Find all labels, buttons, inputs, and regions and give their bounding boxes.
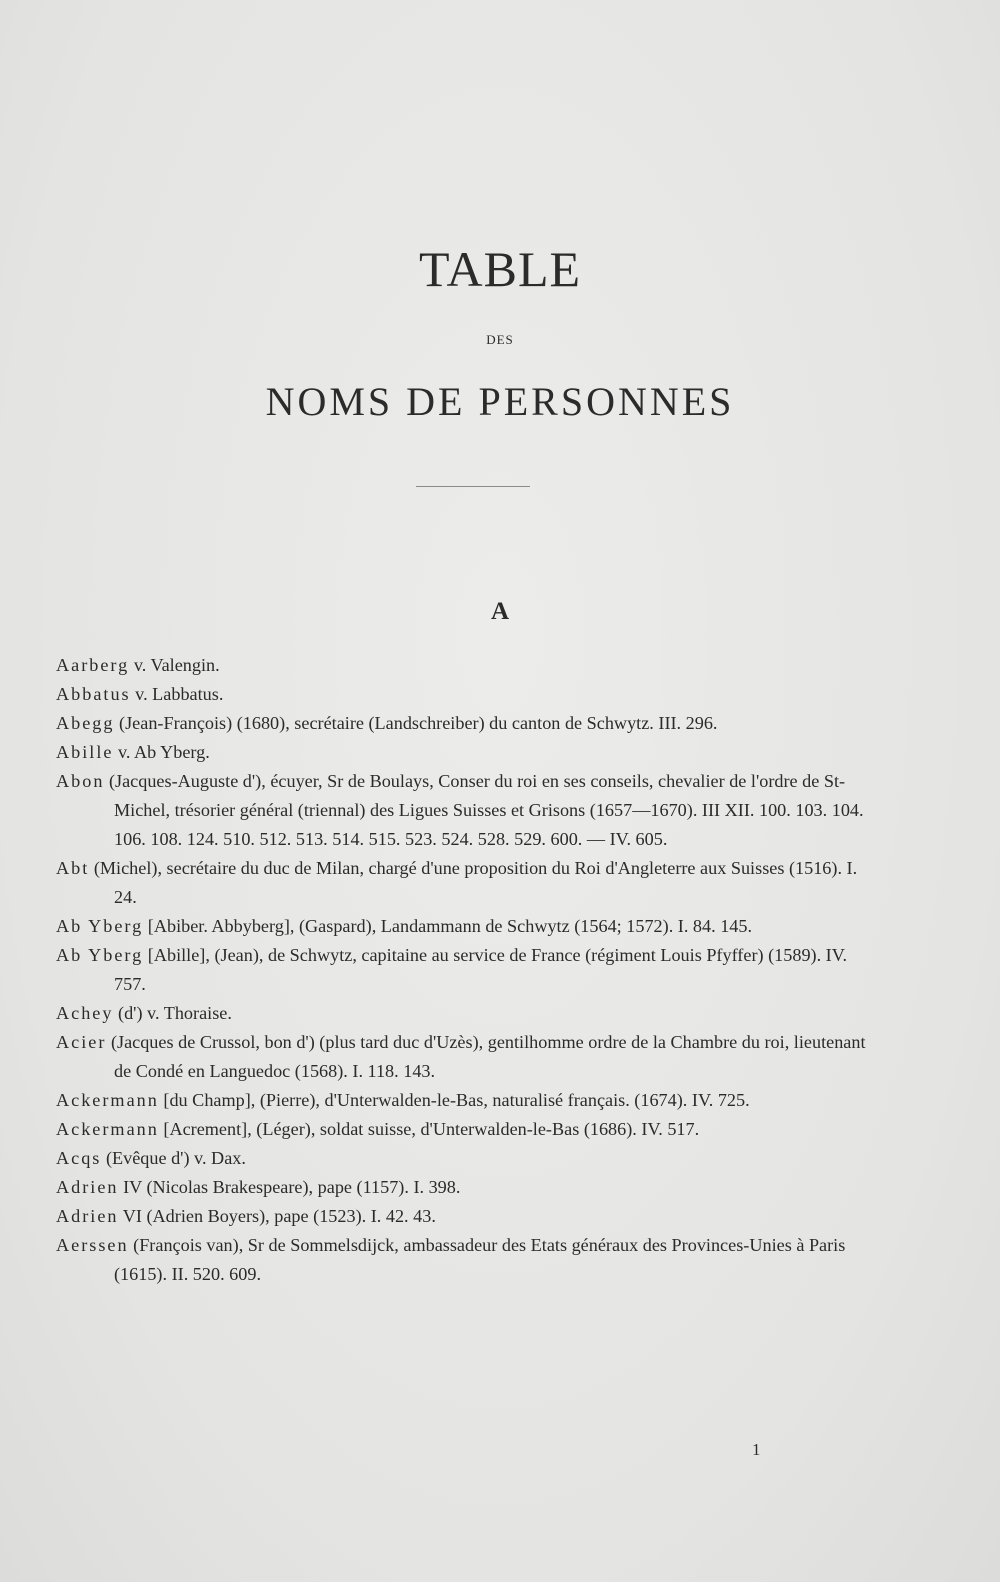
entry-text: (Jacques de Crussol, bon d') (plus tard duc d'Uzès), gentilhomme ordre de la Chambre du roi, lieutenant de Condé en Languedoc (1568). I. 118. 143. <box>110 1032 866 1081</box>
entry-text: v. Labbatus. <box>135 684 224 704</box>
index-entry <box>56 651 868 680</box>
entry-head: Ab Yberg <box>56 945 144 965</box>
entry-text: (Michel), secrétaire du duc de Milan, chargé d'une proposition du Roi d'Angleterre aux Suisses (1516). I. 24. <box>93 858 858 907</box>
entry-text: [Abille], (Jean), de Schwytz, capitaine au service de France (régiment Louis Pfyffer) (1589). IV. 757. <box>114 945 848 994</box>
entry-head: Adrien <box>56 1177 119 1197</box>
section-letter: A <box>490 598 510 625</box>
index-entry <box>56 738 868 767</box>
index-entry <box>56 1231 868 1289</box>
entry-text: [du Champ], (Pierre), d'Unterwalden-le-Bas, naturalisé français. (1674). IV. 725. <box>163 1090 750 1110</box>
entry-text: VI (Adrien Boyers), pape (1523). I. 42. 43. <box>122 1206 436 1226</box>
entry-head: Aarberg <box>56 655 130 675</box>
index-entry <box>56 680 868 709</box>
entry-text: IV (Nicolas Brakespeare), pape (1157). I. 398. <box>123 1177 461 1197</box>
entry-head: Abegg <box>56 713 115 733</box>
entry-head: Ab Yberg <box>56 916 144 936</box>
entry-head: Acqs <box>56 1148 102 1168</box>
index-entry <box>56 854 868 912</box>
entry-text: [Abiber. Abbyberg], (Gaspard), Landammann de Schwytz (1564; 1572). I. 84. 145. <box>147 916 753 936</box>
index-entry <box>56 999 868 1028</box>
entry-head: Acier <box>56 1032 107 1052</box>
index-entry <box>56 941 868 999</box>
entry-head: Adrien <box>56 1206 119 1226</box>
page-title: TABLE <box>418 241 582 297</box>
entry-head: Abbatus <box>56 684 131 704</box>
index-entry <box>56 1086 868 1115</box>
entry-text: (Jean-François) (1680), secrétaire (Landschreiber) du canton de Schwytz. III. 296. <box>119 713 718 733</box>
index-entry <box>56 1115 868 1144</box>
entry-text: (d') v. Thoraise. <box>118 1003 232 1023</box>
entry-head: Abon <box>56 771 105 791</box>
page-subtitle: DES <box>486 332 514 347</box>
entry-head: Aerssen <box>56 1235 129 1255</box>
index-entry <box>56 1028 868 1086</box>
entry-head: Abille <box>56 742 114 762</box>
entry-text: (Evêque d') v. Dax. <box>105 1148 246 1168</box>
entry-head: Achey <box>56 1003 114 1023</box>
entry-head: Ackermann <box>56 1119 159 1139</box>
index-entry <box>56 1202 868 1231</box>
index-entry <box>56 709 868 738</box>
index-entries <box>56 651 868 1289</box>
entry-text: v. Valengin. <box>133 655 220 675</box>
entry-head: Ackermann <box>56 1090 159 1110</box>
entry-text: [Acrement], (Léger), soldat suisse, d'Unterwalden-le-Bas (1686). IV. 517. <box>163 1119 700 1139</box>
index-entry <box>56 767 868 854</box>
page-heading: NOMS DE PERSONNES <box>265 379 735 424</box>
title-divider <box>416 486 530 487</box>
entry-text: (François van), Sr de Sommelsdijck, ambassadeur des Etats généraux des Provinces-Unies à Paris (1615). II. 520. 609. <box>114 1235 846 1284</box>
index-entry <box>56 1144 868 1173</box>
page-number: 1 <box>752 1440 761 1459</box>
entry-text: (Jacques-Auguste d'), écuyer, Sr de Boulays, Conser du roi en ses conseils, chevalier de l'ordre de St-Michel, trésorier général (triennal) des Ligues Suisses et Grisons (1657—1670). III XII. 100. 103. 104. 106. 108. 124. 510. 512. 513. 514. 515. 523. 524. 528. 529. 600. — IV. 605. <box>108 771 864 849</box>
entry-text: v. Ab Yberg. <box>118 742 210 762</box>
index-entry <box>56 912 868 941</box>
entry-head: Abt <box>56 858 90 878</box>
index-entry <box>56 1173 868 1202</box>
